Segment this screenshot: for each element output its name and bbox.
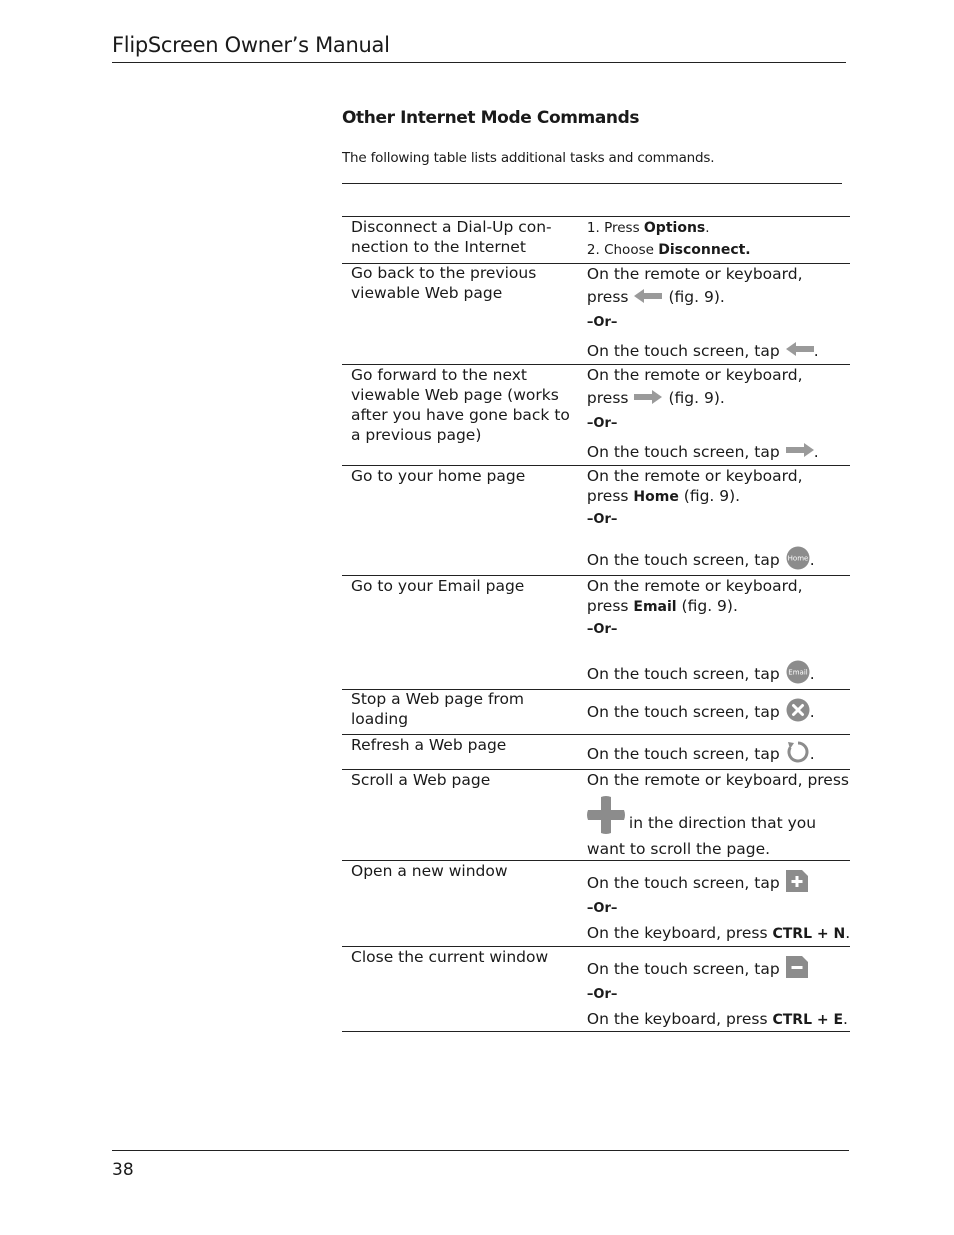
action-cell: On the touch screen, tap –Or– On the keyboard, press CTRL + N. (578, 861, 850, 947)
task-text: after you have gone back to (351, 406, 570, 424)
step-1: 1. Press Options. (586, 220, 710, 236)
task-text: nection to the Internet (351, 238, 526, 256)
task-text: Go to your Email page (351, 577, 525, 595)
new-window-icon (786, 870, 808, 897)
task-text: a previous page) (351, 426, 482, 444)
action-cell: On the remote or keyboard, press Home (fig. 9). –Or– On the touch screen, tap Home . (578, 466, 850, 576)
back-arrow-icon (634, 288, 662, 308)
key-label: Disconnect. (658, 242, 751, 258)
key-label: Email (633, 599, 677, 615)
task-cell (342, 217, 578, 264)
key-label: Options (643, 220, 706, 236)
or-separator: –Or– (586, 415, 618, 431)
table-top-rule (342, 183, 842, 184)
task-cell (342, 576, 578, 690)
table-row (342, 466, 850, 576)
forward-arrow-icon (786, 442, 814, 462)
section-title: Other Internet Mode Commands (342, 108, 640, 128)
task-text: Go back to the previous (351, 264, 537, 282)
manual-title: FlipScreen Owner’s Manual (112, 33, 390, 57)
task-cell (342, 947, 578, 1032)
task-cell (342, 861, 578, 947)
table-row (342, 264, 850, 365)
task-text: viewable Web page (works (351, 386, 559, 404)
key-label: CTRL + E (772, 1012, 844, 1028)
close-window-icon (786, 956, 808, 983)
stop-icon (786, 698, 810, 727)
task-text: Stop a Web page from (351, 690, 525, 708)
footer-rule (112, 1150, 849, 1151)
svg-text:Email: Email (787, 668, 808, 677)
action-cell: On the remote or keyboard, press Email (fig. 9). –Or– On the touch screen, tap Email . (578, 576, 850, 690)
table-row (342, 735, 850, 770)
or-separator: –Or– (586, 987, 618, 1002)
task-text: Close the current window (351, 948, 549, 966)
or-separator: –Or– (586, 314, 618, 330)
task-text: Disconnect a Dial-Up con- (351, 218, 552, 236)
key-label: Home (633, 489, 679, 505)
step-2: 2. Choose Disconnect. (586, 242, 751, 258)
task-cell (342, 735, 578, 770)
table-row (342, 770, 850, 861)
task-text: viewable Web page (351, 284, 503, 302)
home-icon (786, 546, 810, 575)
table-row (342, 365, 850, 466)
task-cell (342, 690, 578, 735)
action-cell: On the remote or keyboard, press (fig. 9). –Or– On the touch screen, tap . (578, 264, 850, 365)
email-icon (786, 660, 810, 689)
task-cell (342, 264, 578, 365)
forward-arrow-icon (634, 389, 662, 409)
task-text: Open a new window (351, 862, 508, 880)
intro-text: The following table lists additional tasks and commands. (342, 150, 715, 166)
task-text: loading (351, 710, 409, 728)
svg-text:Home: Home (787, 554, 809, 563)
page-number: 38 (112, 1160, 134, 1180)
action-cell (578, 217, 850, 264)
task-text: Go to your home page (351, 467, 526, 485)
task-cell (342, 770, 578, 861)
table-row (342, 217, 850, 264)
commands-table (342, 216, 850, 1032)
action-cell: On the touch screen, tap –Or– On the keyboard, press CTRL + E. (578, 947, 850, 1032)
table-row (342, 861, 850, 947)
task-text: Scroll a Web page (351, 771, 491, 789)
refresh-icon (786, 740, 810, 769)
table-row (342, 690, 850, 735)
task-cell (342, 466, 578, 576)
back-arrow-icon (786, 341, 814, 361)
or-separator: –Or– (586, 622, 618, 637)
or-separator: –Or– (586, 901, 618, 916)
task-text: Refresh a Web page (351, 736, 507, 754)
directional-pad-icon (587, 796, 625, 839)
task-text: Go forward to the next (351, 366, 527, 384)
task-cell (342, 365, 578, 466)
action-cell: On the remote or keyboard, press in the direction that you want to scroll the page. (578, 770, 850, 861)
header-rule (112, 62, 846, 63)
table-row (342, 947, 850, 1032)
action-cell: On the touch screen, tap . (578, 690, 850, 735)
key-label: CTRL + N (772, 926, 846, 942)
or-separator: –Or– (586, 512, 618, 527)
action-cell: On the remote or keyboard, press (fig. 9). –Or– On the touch screen, tap . (578, 365, 850, 466)
table-row (342, 576, 850, 690)
action-cell: On the touch screen, tap . (578, 735, 850, 770)
